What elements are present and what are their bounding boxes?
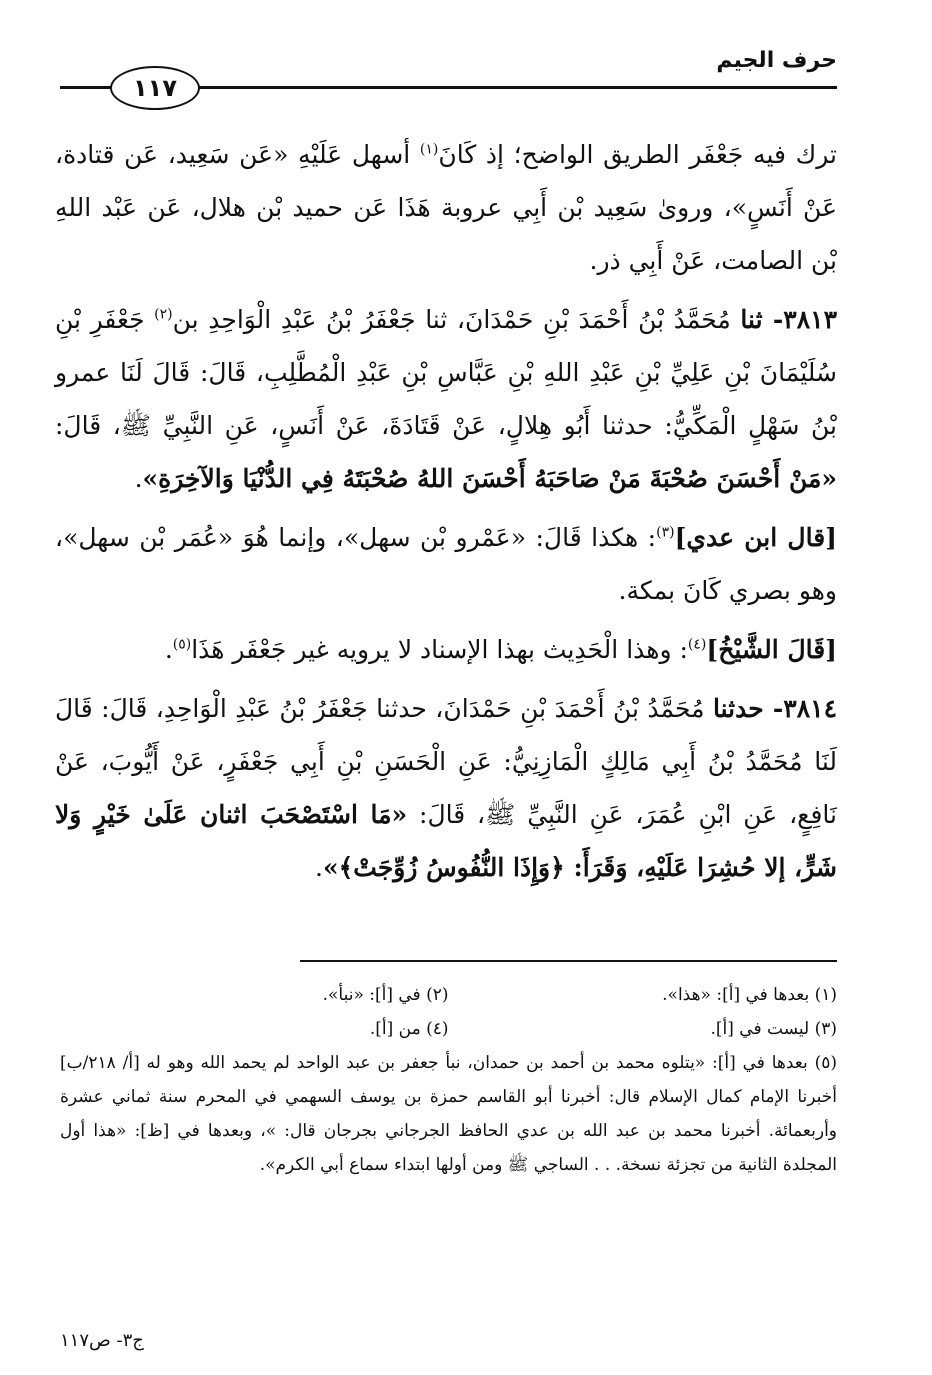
- hadith-number: ٣٨١٤- حدثنا: [713, 694, 837, 723]
- paragraph-1: ترك فيه جَعْفَر الطريق الواضح؛ إذ كَانَ$^{(١)}$ أسهل عَلَيْهِ «عَن سَعِيد، عَن قتادة، عَنْ أَنَسٍ»، وروىٰ سَعِيد بْن أَبِي عروبة هَذَا عَن حميد بْن هلال، عَن عَبْد اللهِ بْن الصامت، عَنْ أَبِي ذر.: [55, 140, 837, 275]
- footnotes: [60, 978, 837, 1182]
- footnote-5: (٥) بعدها في [أ]: «يتلوه محمد بن أحمد بن حمدان، نبأ جعفر بن عبد الواحد لم يحمد الله وهو له [أ/ ٢١٨/ب] أخبرنا الإمام كمال الإسلام قال: أخبرنا أبو القاسم حمزة بن يوسف السهمي في المحرم سنة ثماني عشرة وأربعمائة. أخبرنا محمد بن عبد الله بن عدي الحافظ الجرجاني بجرجان قال: »، وبعدها في [ظ]: «هذا أول المجلدة الثانية من تجزئة نسخة. . . الساجي ﷺ ومن أولها ابتداء سماع أبي الكرم».: [60, 1053, 837, 1175]
- ibn-adi-comment: [قال ابن عدي]$^{(٣)}$: هكذا قَالَ: «عَمْرو بْن سهل»، وإنما هُوَ «عُمَر بْن سهل»، وهو بصري كَانَ بمكة.: [55, 523, 837, 605]
- hadith-matn: «مَا اسْتَصْحَبَ اثنان عَلَىٰ خَيْرٍ وَلا شَرٍّ، إلا حُشِرَا عَلَيْهِ، وَقَرَأَ: ﴿وَإِذَا النُّفُوسُ زُوِّجَتْ﴾»: [55, 800, 837, 882]
- hadith-3814: ٣٨١٤- حدثنا مُحَمَّدُ بْنُ أَحْمَدَ بْنِ حَمْدَانَ، حدثنا جَعْفَرُ بْنُ عَبْدِ الْوَاحِدِ، قَالَ: قَالَ لَنَا مُحَمَّدُ بْنُ أَبِي مَالِكٍ الْمَازِنِيُّ: عَنِ الْحَسَنِ بْنِ أَبِي جَعْفَرٍ، عَنْ أَيُّوبَ، عَنْ نَافِعٍ، عَنِ ابْنِ عُمَرَ، عَنِ النَّبِيِّ ﷺ، قَالَ: «مَا اسْتَصْحَبَ اثنان عَلَىٰ خَيْرٍ وَلا شَرٍّ، إلا حُشِرَا عَلَيْهِ، وَقَرَأَ: ﴿وَإِذَا النُّفُوسُ زُوِّجَتْ﴾».: [55, 694, 838, 882]
- footnote-4: (٤) من [أ].: [369, 1019, 449, 1039]
- footnote-ref-2: (٢): [154, 306, 173, 323]
- footnote-ref-4: (٤): [687, 636, 707, 653]
- footnote-rule: [300, 960, 837, 962]
- hadith-number: ٣٨١٣- ثنا: [740, 305, 838, 334]
- footnote-ref-1: (١): [419, 141, 439, 158]
- footnote-2: (٢) في [أ]: «نبأ».: [322, 985, 449, 1005]
- page-number: ١١٧: [133, 74, 177, 102]
- main-text: [55, 128, 837, 900]
- chapter-title: حرف الجيم: [716, 48, 837, 73]
- hadith-3813: ٣٨١٣- ثنا مُحَمَّدُ بْنُ أَحْمَدَ بْنِ حَمْدَانَ، ثنا جَعْفَرُ بْنُ عَبْدِ الْوَاحِدِ بن$^{(٢)}$ جَعْفَرِ بْنِ سُلَيْمَانَ بْنِ عَلِيِّ بْنِ عَبْدِ اللهِ بْنِ عَبَّاسِ بْنِ عَبْدِ الْمُطَّلِبِ، قَالَ: قَالَ لَنَا عمرو بْنُ سَهْلٍ الْمَكِّيُّ: حدثنا أَبُو هِلالٍ، عَنْ قَتَادَةَ، عَنْ أَنَسٍ، عَنِ النَّبِيِّ ﷺ، قَالَ: «مَنْ أَحْسَنَ صُحْبَةَ مَنْ صَاحَبَهُ أَحْسَنَ اللهُ صُحْبَتَهُ فِي الدُّنْيَا وَالآخِرَةِ».: [55, 305, 838, 493]
- page-number-badge: [110, 66, 200, 110]
- footnote-ref-5: (٥): [172, 636, 192, 653]
- footnote-1: (١) بعدها في [أ]: «هذا».: [662, 985, 837, 1005]
- footnote-3: (٣) ليست في [أ].: [710, 1019, 837, 1039]
- hadith-matn: «مَنْ أَحْسَنَ صُحْبَةَ مَنْ صَاحَبَهُ أَحْسَنَ اللهُ صُحْبَتَهُ فِي الدُّنْيَا وَالآخِرَةِ»: [142, 464, 837, 493]
- volume-page-ref: ج٣- ص١١٧: [60, 1330, 144, 1351]
- shaykh-comment: [قَالَ الشَّيْخُ]$^{(٤)}$: وهذا الْحَدِيث بهذا الإسناد لا يرويه غير جَعْفَر هَذَا$^{(٥)}$.: [164, 635, 837, 664]
- footnote-ref-3: (٣): [656, 524, 675, 541]
